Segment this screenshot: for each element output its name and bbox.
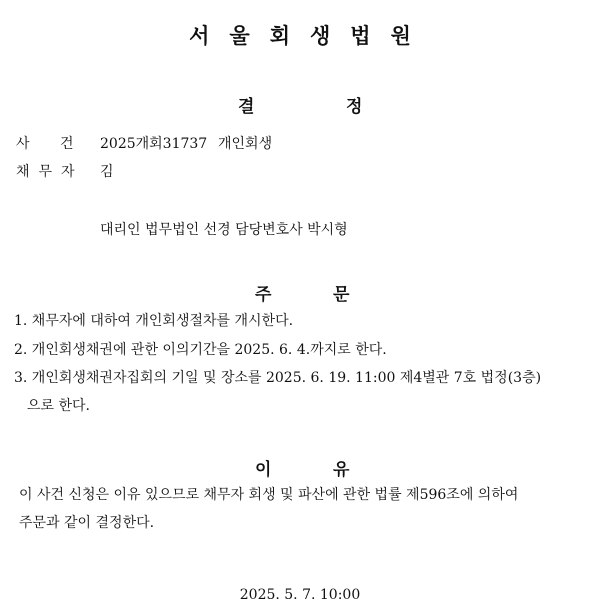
order-heading-char-2: 문 bbox=[333, 285, 350, 305]
case-number: 2025개회31737 bbox=[100, 136, 208, 152]
decision-datetime: 2025. 5. 7. 10:00 bbox=[239, 587, 361, 603]
debtor-name: 김 bbox=[100, 164, 114, 180]
order-item-3: 3. 개인회생채권자집회의 기일 및 장소를 2025. 6. 19. 11:00 제4별관 7호 법정(3층) bbox=[14, 370, 542, 386]
reason-heading-char-1: 이 bbox=[255, 460, 272, 480]
debtor-label: 채무자 bbox=[16, 164, 84, 180]
reason-line-2: 주문과 같이 결정한다. bbox=[19, 515, 155, 531]
order-item-2: 2. 개인회생채권에 관한 이의기간을 2025. 6. 4.까지로 한다. bbox=[14, 342, 387, 358]
case-name: 개인회생 bbox=[218, 136, 273, 152]
document-title-char-2: 정 bbox=[346, 97, 363, 117]
order-item-1: 1. 채무자에 대하여 개인회생절차를 개시한다. bbox=[14, 313, 294, 329]
agent-line: 대리인 법무법인 선경 담당변호사 박시형 bbox=[100, 222, 348, 238]
reason-line-1: 이 사건 신청은 이유 있으므로 채무자 회생 및 파산에 관한 법률 제596조에 의하여 bbox=[19, 487, 519, 503]
order-item-3-cont: 으로 한다. bbox=[27, 398, 90, 414]
reason-heading-char-2: 유 bbox=[333, 460, 350, 480]
court-name: 서울회생법원 bbox=[189, 24, 431, 48]
order-heading-char-1: 주 bbox=[255, 285, 272, 305]
document-title-char-1: 결 bbox=[238, 97, 255, 117]
case-label: 사 건 bbox=[16, 136, 87, 152]
